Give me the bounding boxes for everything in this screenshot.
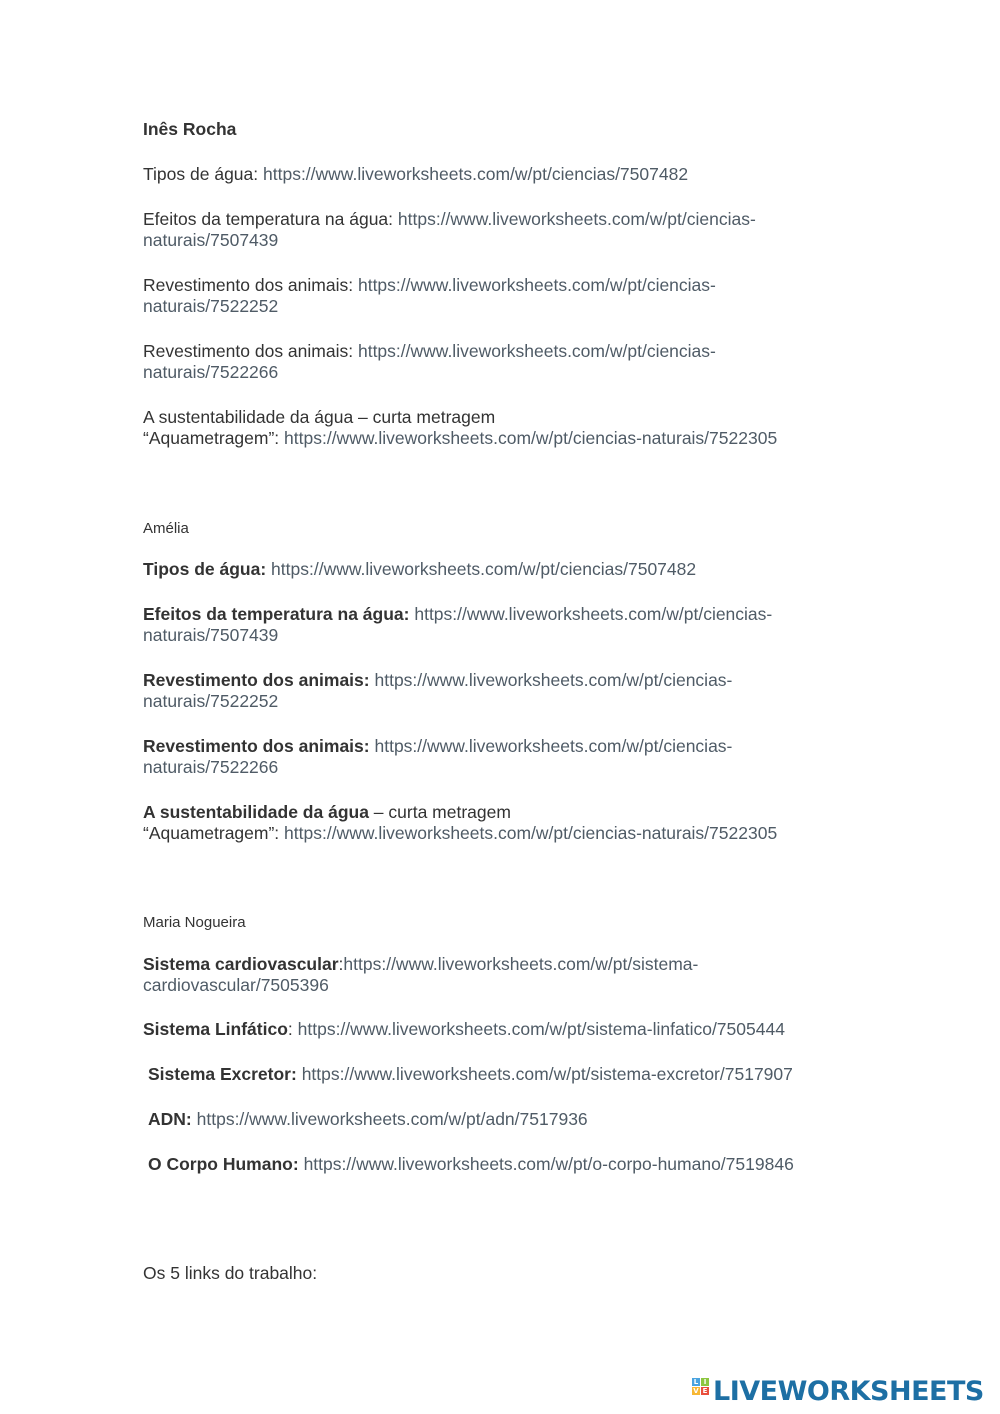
- ines-item-2: [143, 209, 756, 230]
- amelia-item-4: [143, 736, 732, 757]
- item-label: Revestimento dos animais:: [143, 275, 358, 295]
- worksheet-link[interactable]: https://www.liveworksheets.com/w/pt/ciencias-: [374, 736, 733, 756]
- worksheet-link-continued[interactable]: naturais/7507439: [143, 230, 279, 250]
- item-label: Tipos de água:: [143, 559, 267, 579]
- logo-mark-letter: V: [693, 1387, 699, 1395]
- worksheet-link-continued[interactable]: cardiovascular/7505396: [143, 975, 329, 995]
- section-heading-maria: Maria Nogueira: [143, 914, 246, 931]
- item-label: Sistema Excretor:: [148, 1064, 297, 1084]
- ines-item-1: [143, 164, 688, 185]
- worksheet-link[interactable]: https://www.liveworksheets.com/w/pt/sistema-linfatico/7505444: [297, 1019, 785, 1039]
- logo-mark-letter: E: [702, 1387, 708, 1395]
- ines-item-4: [143, 341, 716, 362]
- item-label: Efeitos da temperatura na água:: [143, 209, 398, 229]
- worksheet-link[interactable]: https://www.liveworksheets.com/w/pt/ciencias/7507482: [263, 164, 689, 184]
- worksheet-link-continued[interactable]: naturais/7522252: [143, 296, 279, 316]
- logo-mark-letter: L: [693, 1378, 699, 1386]
- worksheet-link[interactable]: https://www.liveworksheets.com/w/pt/ciencias-: [414, 604, 773, 624]
- item-label: A sustentabilidade da água: [143, 802, 369, 822]
- maria-item-5: [148, 1154, 794, 1175]
- worksheet-link[interactable]: https://www.liveworksheets.com/w/pt/adn/7517936: [196, 1109, 588, 1129]
- worksheet-link-continued[interactable]: naturais/7522266: [143, 757, 279, 777]
- maria-item-1: [143, 954, 698, 975]
- worksheet-link-continued[interactable]: naturais/7507439: [143, 625, 279, 645]
- item-label: O Corpo Humano:: [148, 1154, 299, 1174]
- worksheet-link[interactable]: https://www.liveworksheets.com/w/pt/o-corpo-humano/7519846: [303, 1154, 794, 1174]
- item-label: Revestimento dos animais:: [143, 670, 370, 690]
- item-label: Revestimento dos animais:: [143, 341, 358, 361]
- worksheet-link-continued[interactable]: naturais/7522266: [143, 362, 279, 382]
- worksheet-link[interactable]: https://www.liveworksheets.com/w/pt/ciencias-: [357, 341, 716, 361]
- logo-mark-icon: [692, 1378, 709, 1404]
- worksheet-link[interactable]: https://www.liveworksheets.com/w/pt/ciencias-naturais/7522305: [284, 428, 778, 448]
- item-label: Revestimento dos animais:: [143, 736, 370, 756]
- item-label: Sistema cardiovascular: [143, 954, 339, 974]
- amelia-item-3: [143, 670, 732, 691]
- item-label: “Aquametragem”:: [143, 428, 285, 448]
- maria-item-3: [148, 1064, 793, 1085]
- ines-item-5-label: A sustentabilidade da água – curta metragem: [143, 407, 496, 427]
- worksheet-link[interactable]: https://www.liveworksheets.com/w/pt/ciencias-: [397, 209, 756, 229]
- item-label: Sistema Linfático: [143, 1019, 288, 1039]
- worksheet-link[interactable]: https://www.liveworksheets.com/w/pt/ciencias-: [374, 670, 733, 690]
- logo-mark-letter: I: [701, 1378, 709, 1386]
- amelia-item-5: [143, 823, 777, 844]
- ines-item-3: [143, 275, 716, 296]
- worksheet-link[interactable]: https://www.liveworksheets.com/w/pt/ciencias-: [357, 275, 716, 295]
- section-heading-ines: Inês Rocha: [143, 119, 237, 139]
- item-label: Efeitos da temperatura na água:: [143, 604, 410, 624]
- worksheet-link-continued[interactable]: naturais/7522252: [143, 691, 279, 711]
- item-label: Tipos de água:: [143, 164, 263, 184]
- item-separator: :: [287, 1019, 298, 1039]
- worksheet-link[interactable]: https://www.liveworksheets.com/w/pt/ciencias/7507482: [271, 559, 697, 579]
- item-separator: :: [338, 954, 344, 974]
- section-heading-amelia: Amélia: [143, 520, 189, 537]
- liveworksheets-logo: [692, 1376, 984, 1406]
- worksheet-link[interactable]: https://www.liveworksheets.com/w/pt/sistema-excretor/7517907: [301, 1064, 793, 1084]
- logo-text: LIVEWORKSHEETS: [713, 1375, 984, 1407]
- amelia-item-1: [143, 559, 696, 580]
- maria-item-4: [148, 1109, 588, 1130]
- item-label: “Aquametragem”:: [143, 823, 285, 843]
- ines-item-5: [143, 428, 777, 449]
- maria-item-2: [143, 1019, 785, 1040]
- links-summary-text: Os 5 links do trabalho:: [143, 1263, 318, 1283]
- amelia-item-2: [143, 604, 772, 625]
- worksheet-link[interactable]: https://www.liveworksheets.com/w/pt/ciencias-naturais/7522305: [284, 823, 778, 843]
- item-label: ADN:: [148, 1109, 192, 1129]
- worksheet-link[interactable]: https://www.liveworksheets.com/w/pt/sistema-: [343, 954, 699, 974]
- item-label-rest: – curta metragem: [368, 802, 511, 822]
- amelia-item-5-label: [143, 802, 511, 823]
